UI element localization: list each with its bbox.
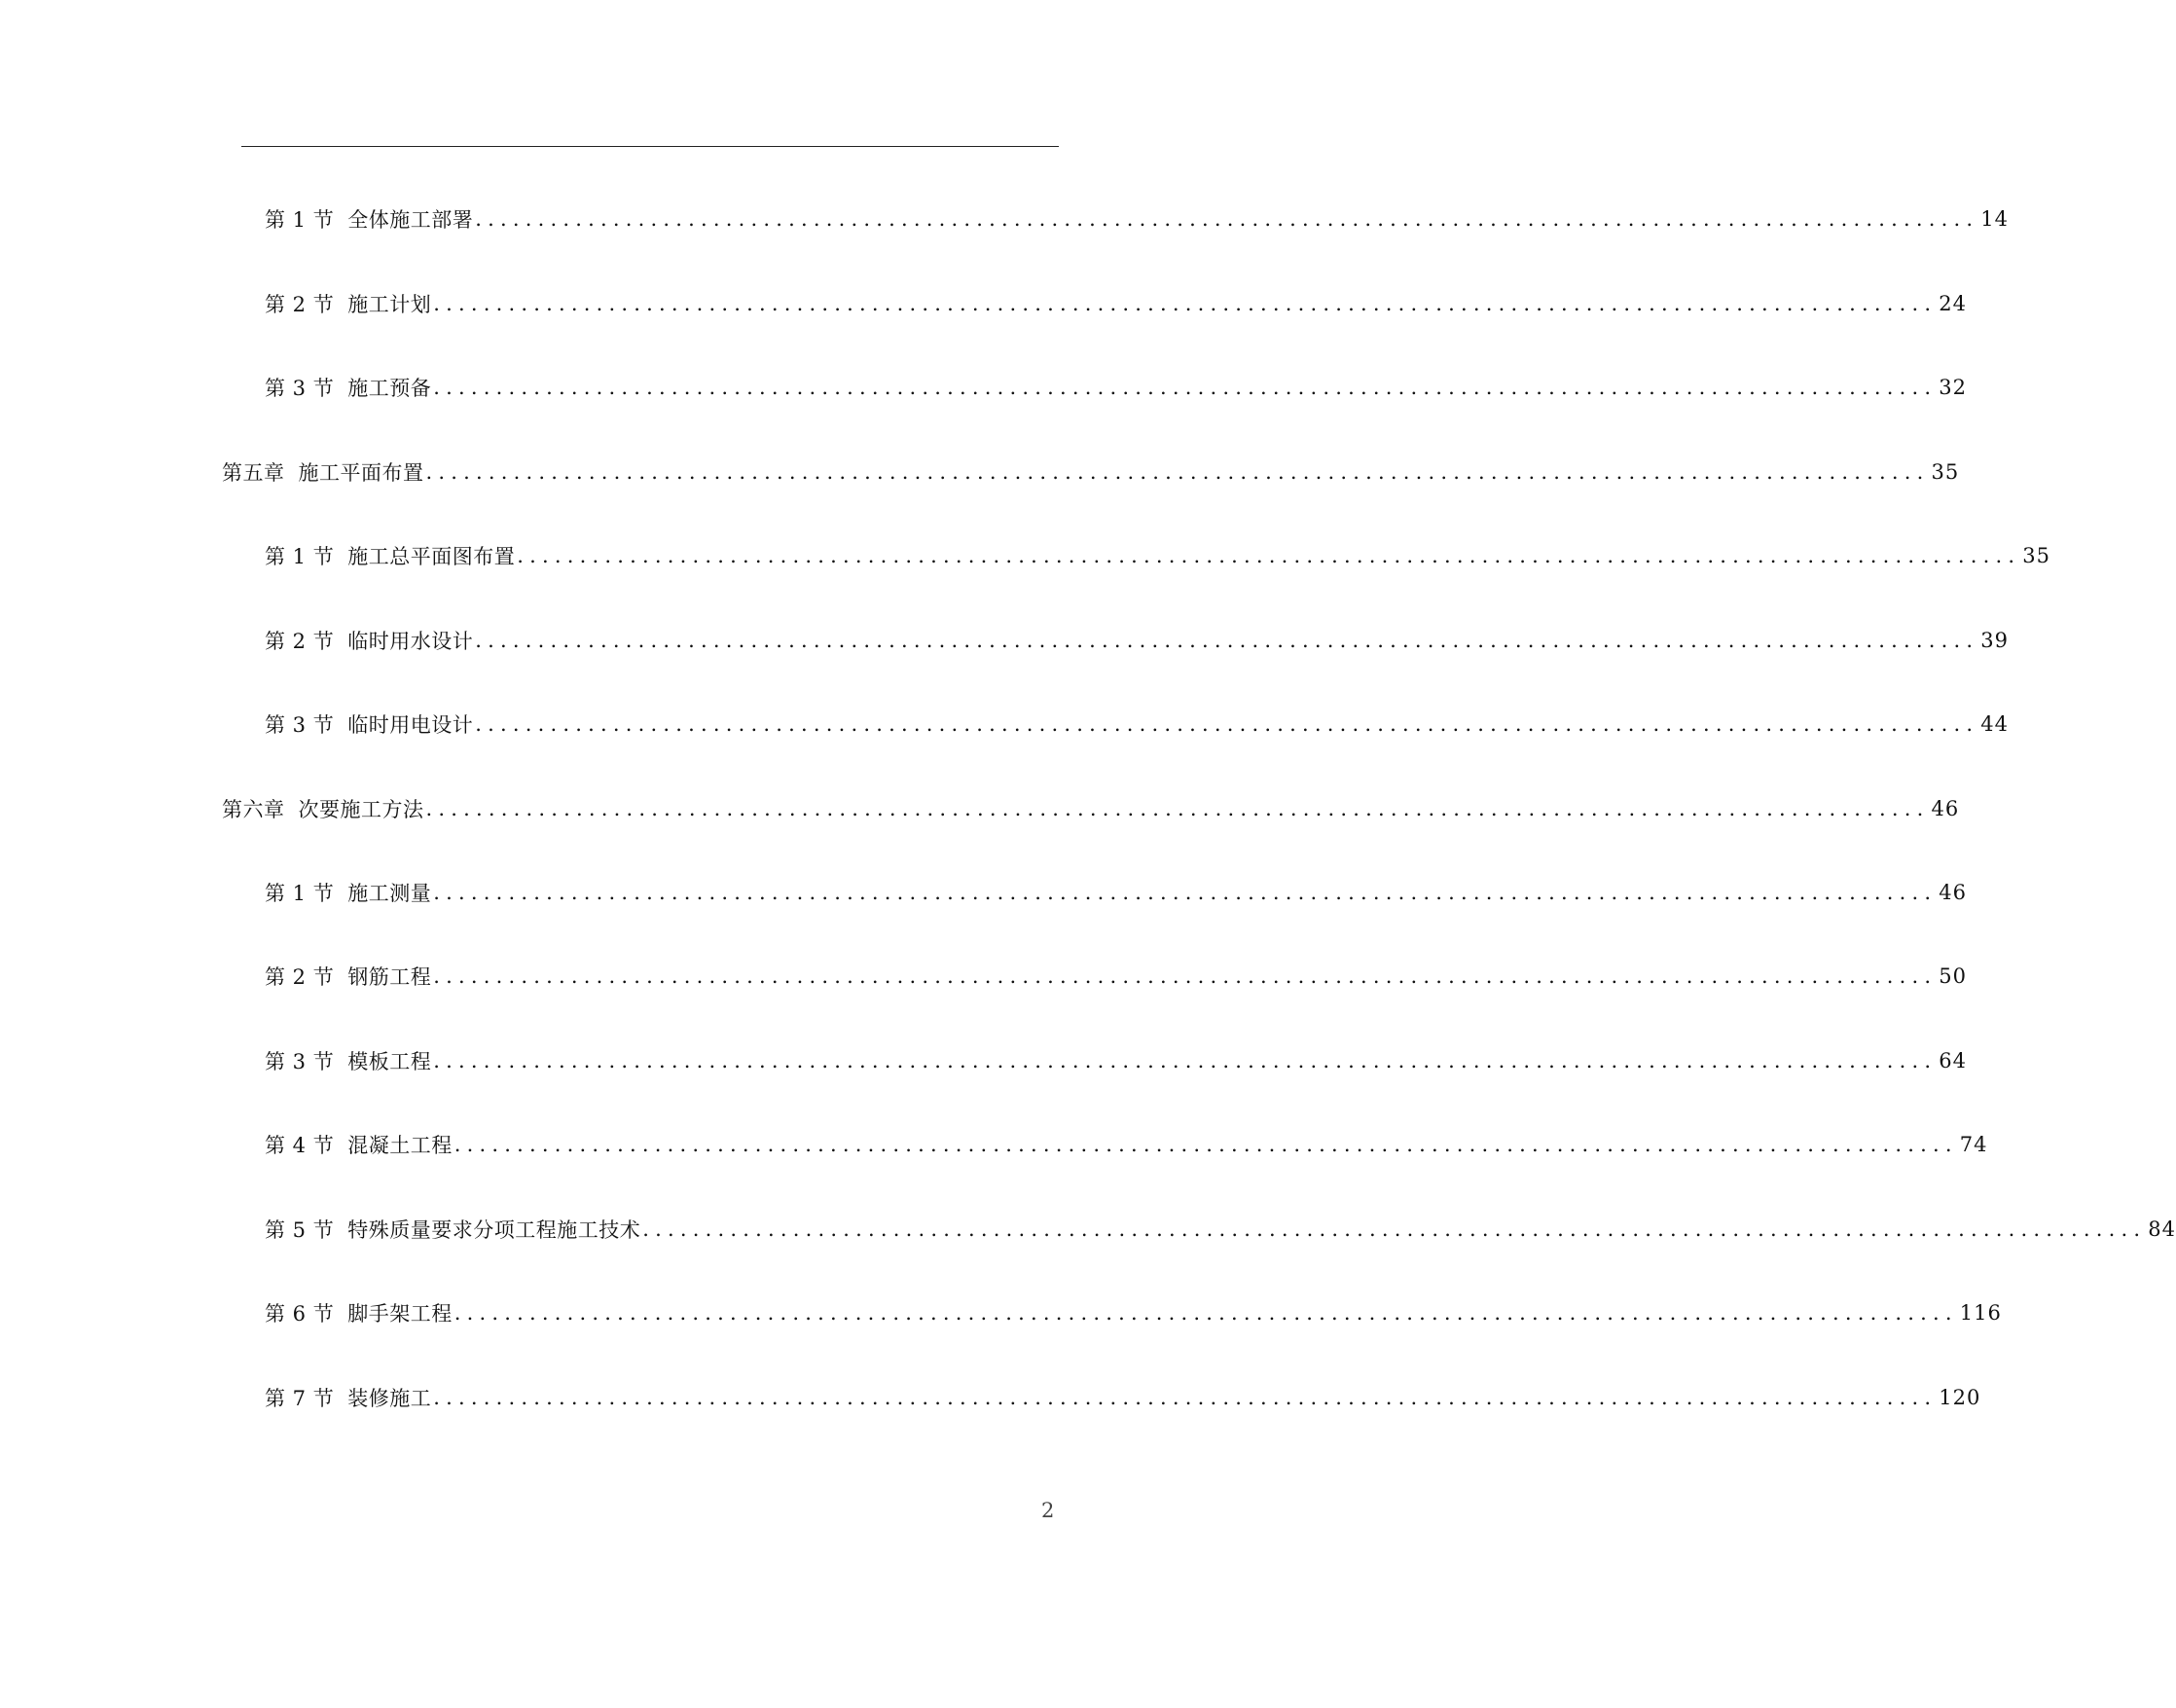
toc-chapter-entry[interactable]	[222, 789, 1960, 828]
toc-entry-title: 钢筋工程	[347, 965, 432, 989]
toc-entry-title: 临时用电设计	[347, 713, 474, 737]
dot-leader: ........................................................................................................................	[433, 1386, 1938, 1409]
toc-entry-page: 64	[1939, 1049, 1967, 1072]
dot-leader: ........................................................................................................................	[517, 544, 2021, 567]
toc-entry-number: 第 3 节	[265, 1050, 335, 1073]
toc-entry[interactable]	[265, 1041, 1967, 1080]
toc-entry-page: 39	[1980, 629, 2009, 652]
toc-entry-number: 第 2 节	[265, 293, 335, 316]
toc-entry-number: 第 3 节	[265, 377, 335, 400]
dot-leader: ........................................................................................................................	[433, 964, 1938, 988]
toc-entry-number: 第 2 节	[265, 630, 335, 653]
toc-entry-page: 74	[1959, 1133, 1988, 1156]
toc-chapter-entry[interactable]	[222, 453, 1960, 491]
toc-entry-title: 施工预备	[347, 377, 432, 400]
toc-entry-label	[265, 626, 473, 655]
toc-entry[interactable]	[265, 536, 2050, 575]
toc-entry-label	[265, 878, 431, 907]
toc-entry-title: 模板工程	[347, 1050, 432, 1073]
toc-entry-label	[265, 373, 431, 402]
toc-entry-label	[265, 289, 431, 318]
toc-entry-page: 24	[1939, 292, 1967, 315]
toc-entry-number: 第 1 节	[265, 882, 335, 905]
toc-entry-title: 特殊质量要求分项工程施工技术	[347, 1218, 641, 1242]
toc-entry[interactable]	[265, 705, 2009, 744]
dot-leader: ........................................................................................................................	[433, 1049, 1938, 1072]
toc-entry[interactable]	[265, 1293, 2002, 1332]
toc-entry-page: 84	[2148, 1217, 2176, 1241]
toc-entry-label	[222, 457, 424, 487]
toc-entry-number: 第 6 节	[265, 1302, 335, 1326]
dot-leader: ........................................................................................................................	[433, 881, 1938, 904]
dot-leader: ........................................................................................................................	[425, 797, 1930, 820]
toc-entry-title: 施工平面布置	[298, 461, 424, 485]
dot-leader: ........................................................................................................................	[453, 1133, 1958, 1156]
toc-entry-label	[265, 1046, 431, 1075]
toc-entry-number: 第六章	[222, 798, 285, 821]
toc-entry-label	[265, 1383, 431, 1412]
toc-entry-label	[222, 794, 424, 823]
toc-entry-number: 第 1 节	[265, 545, 335, 568]
toc-entry-page: 46	[1939, 881, 1967, 904]
toc-entry-number: 第 7 节	[265, 1387, 335, 1410]
toc-entry-label	[265, 1130, 453, 1159]
toc-entry-number: 第 2 节	[265, 965, 335, 989]
toc-entry-number: 第 5 节	[265, 1218, 335, 1242]
dot-leader: ........................................................................................................................	[453, 1301, 1958, 1325]
toc-entry-label	[265, 1215, 640, 1244]
toc-entry-title: 施工计划	[347, 293, 432, 316]
toc-entry[interactable]	[265, 200, 2009, 238]
dot-leader: ........................................................................................................................	[475, 629, 1979, 652]
toc-entry-number: 第五章	[222, 461, 285, 485]
toc-entry[interactable]	[265, 873, 1967, 912]
toc-entry-number: 第 4 节	[265, 1134, 335, 1157]
dot-leader: ........................................................................................................................	[642, 1217, 2147, 1241]
toc-entry[interactable]	[265, 1125, 1988, 1164]
toc-entry[interactable]	[265, 1378, 1981, 1417]
toc-entry[interactable]	[265, 368, 1967, 407]
dot-leader: ........................................................................................................................	[475, 207, 1979, 231]
dot-leader: ........................................................................................................................	[425, 460, 1930, 484]
toc-entry-title: 全体施工部署	[347, 208, 474, 232]
toc-entry-title: 施工总平面图布置	[347, 545, 516, 568]
toc-entry-page: 14	[1980, 207, 2009, 231]
toc-entry[interactable]	[265, 957, 1967, 996]
toc-entry-number: 第 1 节	[265, 208, 335, 232]
dot-leader: ........................................................................................................................	[433, 376, 1938, 399]
toc-entry-label	[265, 541, 515, 570]
toc-entry-page: 32	[1939, 376, 1967, 399]
toc-entry-label	[265, 204, 473, 234]
toc-entry-label	[265, 1298, 453, 1327]
toc-entry-page: 46	[1931, 797, 1960, 820]
toc-entry[interactable]	[265, 621, 2009, 660]
dot-leader: ........................................................................................................................	[433, 292, 1938, 315]
toc-entry-page: 50	[1939, 964, 1967, 988]
toc-entry-page: 35	[1931, 460, 1960, 484]
toc-entry-label	[265, 962, 431, 991]
toc-entry-page: 44	[1980, 712, 2009, 736]
toc-entry[interactable]	[265, 284, 1967, 323]
toc-entry-title: 脚手架工程	[347, 1302, 453, 1326]
toc-entry-title: 装修施工	[347, 1387, 432, 1410]
toc-entry-title: 混凝土工程	[347, 1134, 453, 1157]
toc-entry-number: 第 3 节	[265, 713, 335, 737]
toc-entry-title: 临时用水设计	[347, 630, 474, 653]
dot-leader: ........................................................................................................................	[475, 712, 1979, 736]
page-number: 2	[1041, 1499, 1055, 1522]
toc-entry-label	[265, 709, 473, 739]
toc-entry-page: 120	[1939, 1386, 1981, 1409]
toc-entry-title: 施工测量	[347, 882, 432, 905]
toc-entry[interactable]	[265, 1210, 2176, 1249]
toc-entry-page: 35	[2022, 544, 2050, 567]
toc-entry-title: 次要施工方法	[298, 798, 424, 821]
toc-entry-page: 116	[1959, 1301, 2002, 1325]
